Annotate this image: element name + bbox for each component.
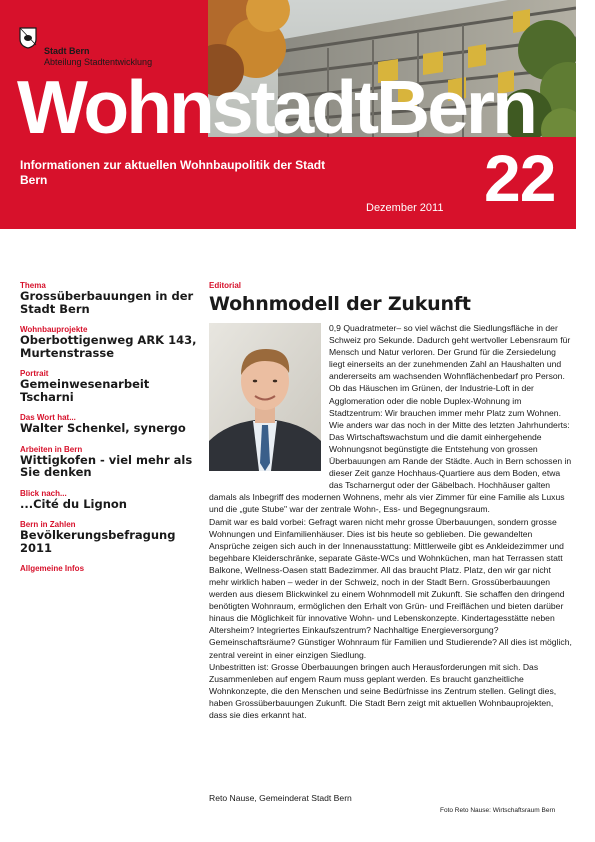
toc-title: Walter Schenkel, synergo bbox=[20, 421, 186, 435]
table-of-contents bbox=[20, 281, 200, 583]
toc-category: Arbeiten in Bern bbox=[20, 444, 83, 454]
toc-title: Oberbottigenweg ARK 143, Murtenstrasse bbox=[20, 333, 197, 360]
issue-number: 22 bbox=[484, 141, 556, 215]
author-portrait-photo bbox=[209, 323, 321, 471]
toc-item-das-wort-hat[interactable] bbox=[20, 413, 200, 435]
toc-item-wohnbauprojekte[interactable] bbox=[20, 325, 200, 359]
article-paragraph: Damit war es bald vorbei: Gefragt waren nicht mehr grosse Überbauungen, sondern grosse Wohnungen und Einfamilienhäuser. Dies ist bis heute so geblieben. Die gewandelten Ansprüche zeigen sich auch in der Innenausstattung: Mittlerweile gibt es Ankleidezimmer und begehbare Kleiderschränke, separate Gäste-WCs und Wohnküchen, man hat Terrassen statt Balkone, Wellness-Oasen statt Badezimmer. All das braucht Platz. Platz, den wir gar nicht mehr wirklich haben – weder in der Schweiz, noch in der Stadt Bern. Grossüberbauungen werden aus diesem Blickwinkel zu einem Wohnmodell mit Zukunft. Sie schaffen den dringend benötigten Wohnraum, ermöglichen den Erhalt von Grün- und Freiflächen und bieten darüber hinaus die Möglichkeit für innovative Wohn- und Lebenskonzepte. Kindertagesstätte neben Altersheim? Integriertes Einkaufszentrum? Nachhaltige Energieversorgung? Gemeinschaftsräume? Günstiger Wohnraum für Familien und Studierende? All dies ist möglich, zentral vereint in einer einzigen Siedlung. bbox=[209, 516, 572, 660]
article-kicker: Editorial bbox=[209, 281, 242, 290]
masthead-banner bbox=[0, 0, 576, 229]
publication-subtitle: Informationen zur aktuellen Wohnbaupolitik der Stadt Bern bbox=[20, 158, 326, 187]
toc-category: Bern in Zahlen bbox=[20, 520, 76, 529]
article-signature: Reto Nause, Gemeinderat Stadt Bern bbox=[209, 793, 352, 803]
toc-item-arbeiten-in-bern[interactable] bbox=[20, 445, 200, 479]
toc-title: Bevölkerungsbefragung 2011 bbox=[20, 528, 176, 555]
bern-coat-of-arms-icon bbox=[19, 27, 37, 49]
article-paragraph: Wie anders war das noch in der Mitte des letzten Jahrhunderts: Das Wirtschaftswachstum und die damit einhergehende Wohnungsnot begünstigte die Entstehung von grossen Überbauungen am Rande der Städte. Auch in Bern schossen in dieser Zeit ganze Hochhaus-Quartiere aus dem Boden, etwa das Tscharnergut oder der Gäbelbach. Hochhäuser galten damals als Inbegriff des modernen Wohnens, mehr als vier Zimmer für eine Familie als Luxus und die „gute Stube" war der zentrale Wohn-, Ess- und Begegnungsraum. bbox=[209, 419, 572, 515]
toc-category: Portrait bbox=[20, 369, 49, 378]
toc-category: Das Wort hat... bbox=[20, 413, 76, 422]
toc-item-portrait[interactable] bbox=[20, 369, 200, 403]
toc-item-thema[interactable] bbox=[20, 281, 200, 315]
org-name: Stadt Bern bbox=[44, 46, 90, 56]
toc-category: Blick nach... bbox=[20, 488, 67, 498]
toc-category: Thema bbox=[20, 281, 46, 290]
article-paragraph: Unbestritten ist: Grosse Überbauungen bringen auch Herausforderungen mit sich. Das Zusammenleben auf engem Raum muss geplant werden. Es braucht ganzheitliche Wohnkonzepte, die den Menschen und seine Bedürfnisse ins Zentrum stellen. Gelingt dies, haben Grossüberbauungen Zukunft. Die Stadt Bern zeigt mit aktuellen Wohnbauprojekten, dass sie dies erkannt hat. bbox=[209, 661, 557, 720]
article-paragraph: 0,9 Quadratmeter– so viel wächst die Siedlungsfläche in der Schweiz pro Sekunde. Dadurch geht wertvoller Lebensraum für Mensch und Natur verloren. Der Grund für die Zersiedelung liegt einerseits an der zunehmenden Zahl an Haushalten und andererseits am wachsenden Wohnflächenbedarf pro Person. Ob das Häuschen im Grünen, der Industrie-Loft in der Agglomeration oder die noble Duplex-Wohnung im Stadtzentrum: Wir brauchen immer mehr Platz zum Wohnen. bbox=[329, 323, 571, 418]
article-headline: Wohnmodell der Zukunft bbox=[209, 293, 471, 315]
toc-title: ...Cité du Lignon bbox=[20, 496, 127, 511]
toc-title: Grossüberbauungen in der Stadt Bern bbox=[20, 289, 194, 316]
photo-credit: Foto Reto Nause: Wirtschaftsraum Bern bbox=[440, 807, 556, 814]
toc-item-bern-in-zahlen[interactable] bbox=[20, 520, 200, 554]
issue-date: Dezember 2011 bbox=[366, 202, 444, 214]
publication-title: WohnstadtBern bbox=[17, 65, 535, 149]
toc-category: Allgemeine Infos bbox=[20, 564, 85, 573]
toc-title: Gemeinwesenarbeit Tscharni bbox=[20, 377, 150, 404]
toc-category: Wohnbauprojekte bbox=[20, 325, 88, 334]
toc-title: Wittigkofen - viel mehr als Sie denken bbox=[20, 452, 193, 479]
department-name: Abteilung Stadtentwicklung bbox=[44, 57, 153, 67]
toc-item-blick-nach[interactable] bbox=[20, 489, 200, 511]
toc-item-allgemeine-infos[interactable] bbox=[20, 564, 200, 573]
